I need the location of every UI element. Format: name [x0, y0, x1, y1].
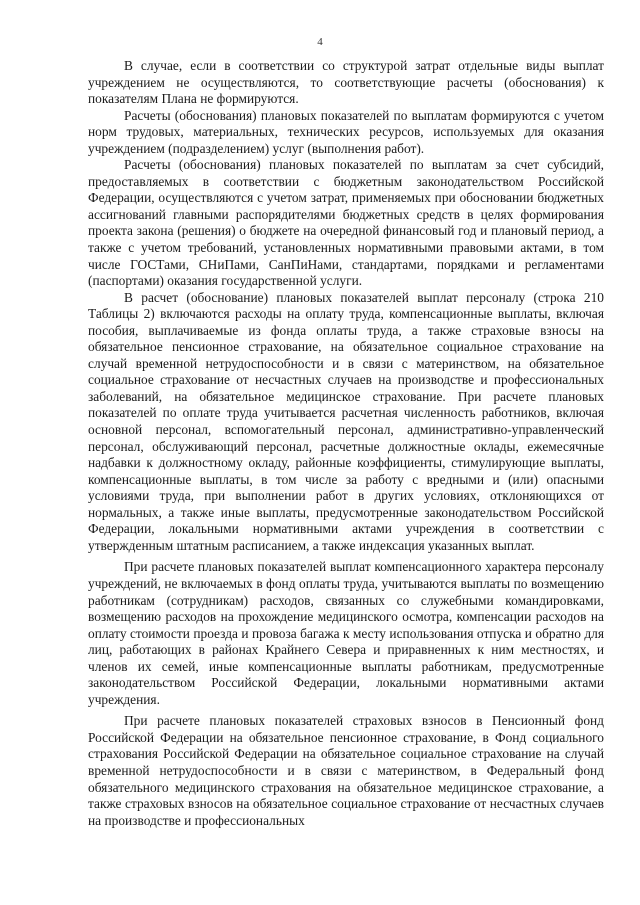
- document-body: [88, 58, 604, 829]
- paragraph-resource-norms: Расчеты (обоснования) плановых показателей по выплатам формируются с учетом норм трудовых, материальных, технических ресурсов, используемых для оказания учреждением (подразделением) услуг (выполнения работ).: [88, 107, 604, 156]
- paragraph-compensation-payments: При расчете плановых показателей выплат компенсационного характера персоналу учреждений, не включаемых в фонд оплаты труда, учитываются выплаты по возмещению работникам (сотрудникам) расходов, связанных со служебными командировками, возмещению расходов на прохождение медицинского осмотра, компенсации расходов на оплату стоимости проезда и провоза багажа к месту использования отпуска и обратно для лиц, работающих в районах Крайнего Севера и приравненных к ним местностях, и членов их семей, иные компенсационные выплаты работникам, предусмотренные законодательством Российской Федерации, локальными нормативными актами учреждения.: [88, 559, 604, 707]
- paragraph-insurance-contributions: При расчете плановых показателей страховых взносов в Пенсионный фонд Российской Федерации на обязательное пенсионное страхование, в Фонд социального страхования Российской Федерации на обязательное социальное страхование на случай временной нетрудоспособности и в связи с материнством, в Федеральный фонд обязательного медицинского страхования на обязательное медицинское страхование, а также страховых взносов на обязательное социальное страхование от несчастных случаев на производстве и профессиональных: [88, 713, 604, 828]
- page-number: 4: [317, 36, 323, 48]
- paragraph-subsidy-payments: Расчеты (обоснования) плановых показателей по выплатам за счет субсидий, предоставляемых в соответствии с бюджетным законодательством Российской Федерации, осуществляются с учетом затрат, применяемых при обосновании бюджетных ассигнований главными распорядителями бюджетных средств в целях формирования проекта закона (решения) о бюджете на очередной финансовый год и плановый период, а также с учетом требований, установленных нормативными правовыми актами, в том числе ГОСТами, СНиПами, СанПиНами, стандартами, порядками и регламентами (паспортами) оказания государственной услуги.: [88, 157, 604, 289]
- paragraph-personnel-payments: В расчет (обоснование) плановых показателей выплат персоналу (строка 210 Таблицы 2) включаются расходы на оплату труда, компенсационные выплаты, включая пособия, выплачиваемые из фонда оплаты труда, а также страховые взносы на обязательное пенсионное страхование, на обязательное социальное страхование на случай временной нетрудоспособности и в связи с материнством, на обязательное социальное страхование от несчастных случаев на производстве и профессиональных заболеваний, на обязательное медицинское страхование. При расчете плановых показателей по оплате труда учитывается расчетная численность работников, включая основной персонал, вспомогательный персонал, административно-управленческий персонал, обслуживающий персонал, расчетные должностные оклады, ежемесячные надбавки к должностному окладу, районные коэффициенты, стимулирующие выплаты, компенсационные выплаты, в том числе за работу с вредными и (или) опасными условиями труда, при выполнении работ в других условиях, отклоняющихся от нормальных, а также иные выплаты, предусмотренные законодательством Российской Федерации, локальными нормативными актами учреждения в соответствии с утвержденным штатным расписанием, а также индексация указанных выплат.: [88, 289, 604, 553]
- paragraph-no-expense-calculations: В случае, если в соответствии со структурой затрат отдельные виды выплат учреждением не осуществляются, то соответствующие расчеты (обоснования) к показателям Плана не формируются.: [88, 58, 604, 107]
